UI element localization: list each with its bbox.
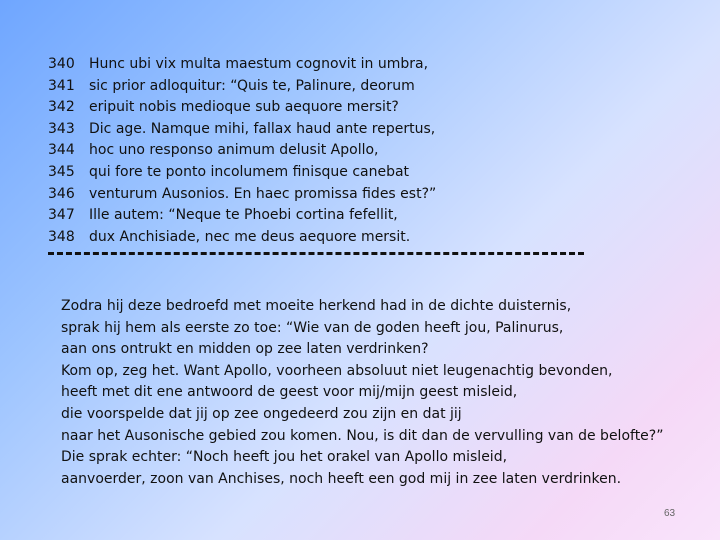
latin-line-text: sic prior adloquitur: “Quis te, Palinure, deorum <box>89 77 415 94</box>
latin-line <box>48 205 436 227</box>
latin-line <box>48 227 436 249</box>
latin-line <box>48 97 436 119</box>
latin-line-text: hoc uno responso animum delusit Apollo, <box>89 142 379 159</box>
latin-line-text: dux Anchisiade, nec me deus aequore mersit. <box>89 228 411 245</box>
translation-line: naar het Ausonische gebied zou komen. Nou, is dit dan de vervulling van de belofte?” <box>61 427 664 444</box>
line-number: 340 <box>48 56 75 72</box>
dashed-divider <box>48 252 584 255</box>
dutch-translation <box>61 296 663 490</box>
latin-line-text: Dic age. Namque mihi, fallax haud ante repertus, <box>89 120 436 137</box>
translation-line: die voorspelde dat jij op zee ongedeerd zou zijn en dat jij <box>61 405 462 422</box>
latin-line-text: venturum Ausonios. En haec promissa fides est?” <box>89 185 437 202</box>
latin-line-text: Ille autem: “Neque te Phoebi cortina fefellit, <box>89 207 398 224</box>
line-number: 346 <box>48 185 75 202</box>
line-number: 341 <box>48 77 75 94</box>
latin-line <box>48 184 436 206</box>
translation-line: Kom op, zeg het. Want Apollo, voorheen absoluut niet leugenachtig bevonden, <box>61 362 613 379</box>
latin-line <box>48 119 436 141</box>
translation-line: heeft met dit ene antwoord de geest voor mij/mijn geest misleid, <box>61 384 518 401</box>
latin-line-text: eripuit nobis medioque sub aequore mersit? <box>89 99 399 116</box>
line-number: 348 <box>48 228 75 245</box>
line-number: 344 <box>48 142 75 159</box>
line-number: 345 <box>48 163 75 180</box>
latin-line <box>48 162 436 184</box>
translation-line: Die sprak echter: “Noch heeft jou het orakel van Apollo misleid, <box>61 449 508 466</box>
latin-passage <box>48 54 436 248</box>
translation-line: sprak hij hem als eerste zo toe: “Wie van de goden heeft jou, Palinurus, <box>61 319 564 336</box>
translation-line: aanvoerder, zoon van Anchises, noch heeft een god mij in zee laten verdrinken. <box>61 470 622 487</box>
latin-line <box>48 76 436 98</box>
latin-line <box>48 54 436 76</box>
page-number: 63 <box>664 508 676 519</box>
latin-line-text: Hunc ubi vix multa maestum cognovit in umbra, <box>89 56 429 72</box>
line-number: 343 <box>48 120 75 137</box>
line-number: 342 <box>48 99 75 116</box>
line-number: 347 <box>48 207 75 224</box>
latin-line-text: qui fore te ponto incolumem finisque canebat <box>89 163 410 180</box>
translation-line: Zodra hij deze bedroefd met moeite herkend had in de dichte duisternis, <box>61 298 572 314</box>
latin-line <box>48 140 436 162</box>
translation-line: aan ons ontrukt en midden op zee laten verdrinken? <box>61 341 429 358</box>
